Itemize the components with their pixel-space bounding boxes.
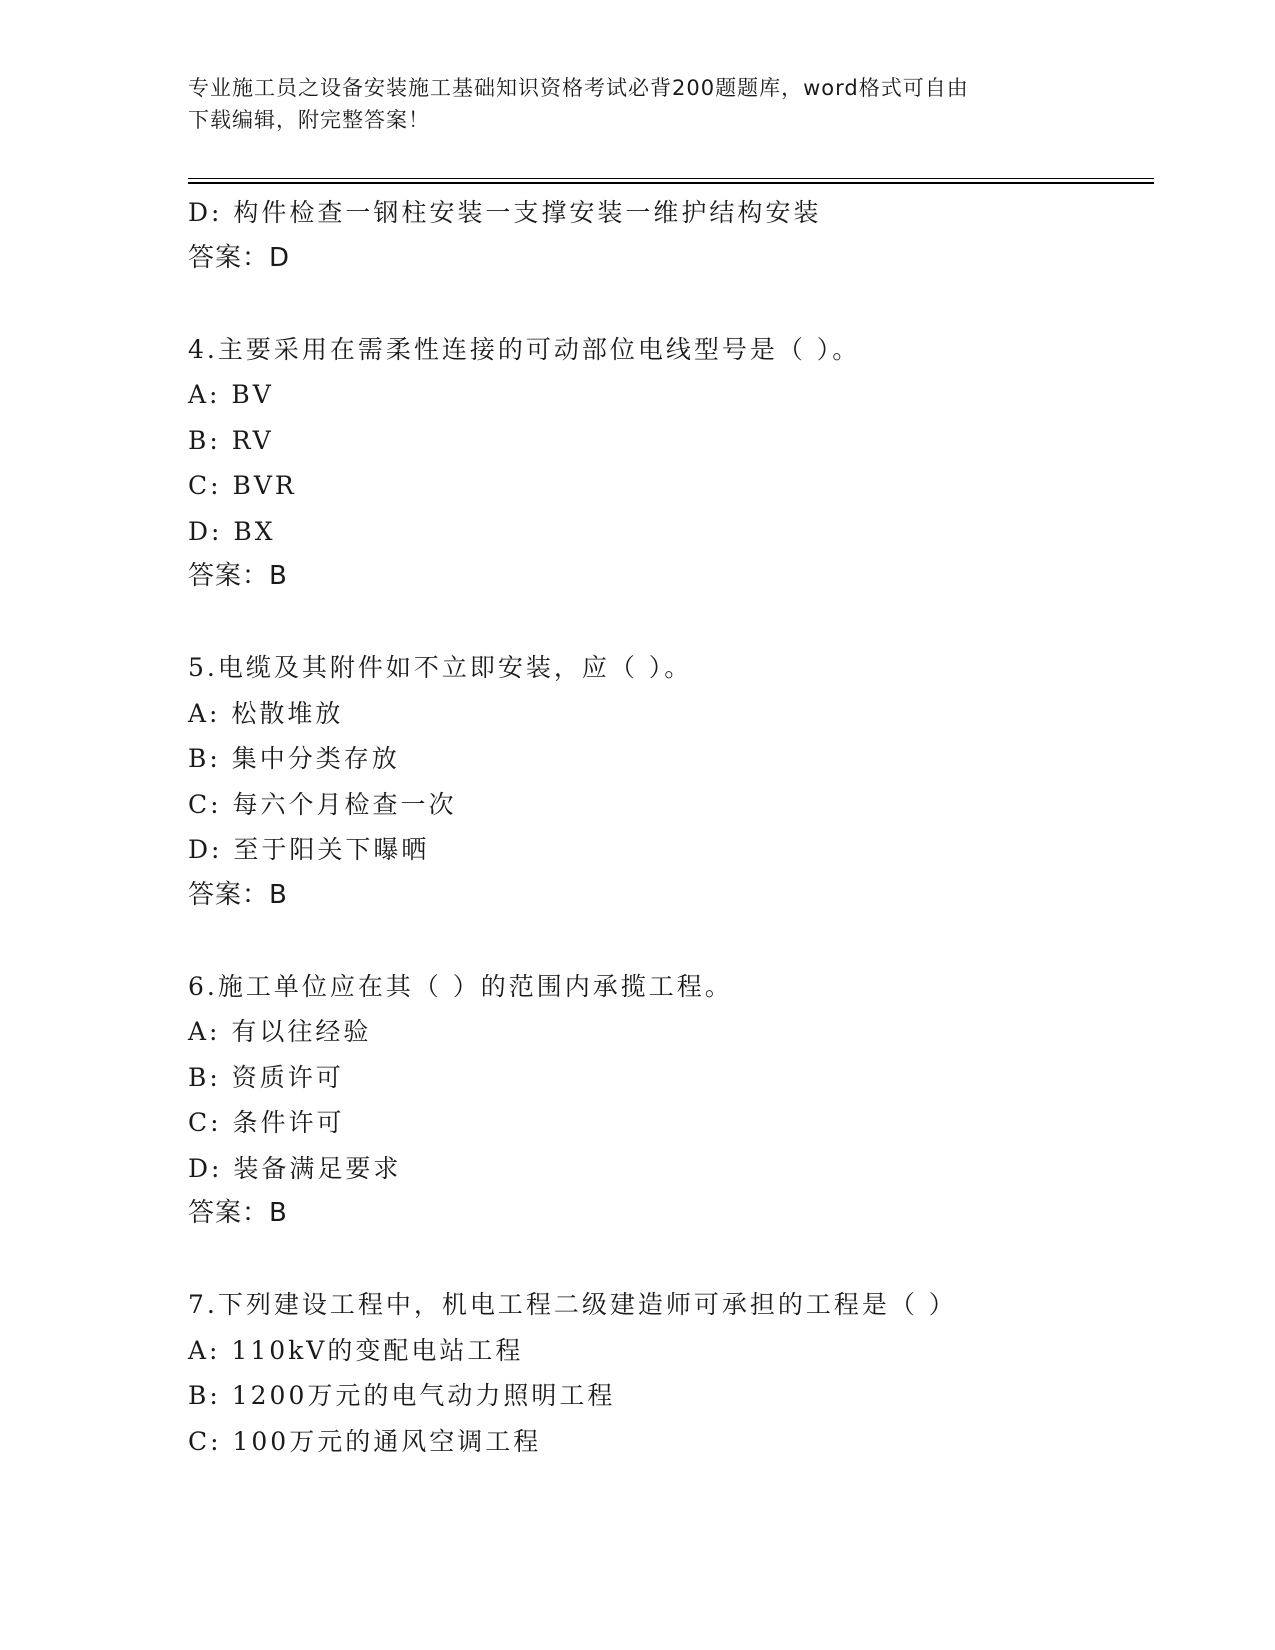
option-c: C: 条件许可: [188, 1108, 345, 1137]
option-c: C: 每六个月检查一次: [188, 789, 457, 819]
header-divider-thick: [188, 182, 1154, 184]
header-line-1: 专业施工员之设备安装施工基础知识资格考试必背200题题库，word格式可自由: [188, 76, 969, 100]
option-d: D: 装备满足要求: [188, 1153, 402, 1183]
option-a: A: BV: [188, 380, 274, 409]
answer: 答案：B: [188, 561, 288, 591]
question-text: 7.下列建设工程中，机电工程二级建造师可承担的工程是（ ）: [188, 1290, 957, 1319]
option-d: D: BX: [188, 516, 276, 546]
question-block-5: [188, 645, 1148, 918]
header-divider-thin: [188, 178, 1154, 179]
question-block-4: [188, 327, 1148, 600]
question-text: 4.主要采用在需柔性连接的可动部位电线型号是（ ）。: [188, 334, 861, 364]
answer: 答案：B: [188, 1198, 288, 1228]
option-b: B: 1200万元的电气动力照明工程: [188, 1381, 616, 1410]
option-a: A: 110kV的变配电站工程: [188, 1335, 524, 1365]
option-d: D: 至于阳关下曝晒: [188, 835, 430, 864]
answer: 答案：B: [188, 879, 288, 910]
option-c: C: BVR: [188, 471, 297, 500]
question-text: 6.施工单位应在其（ ）的范围内承揽工程。: [188, 971, 733, 1001]
option-c: C: 100万元的通风空调工程: [188, 1426, 542, 1456]
header-line-2: 下载编辑，附完整答案！: [188, 108, 430, 132]
document-header: [188, 72, 1088, 136]
answer: 答案：D: [188, 242, 291, 273]
option-a: A: 松散堆放: [188, 698, 344, 728]
option-b: B: RV: [188, 425, 274, 455]
option-b: B: 资质许可: [188, 1062, 344, 1092]
option-b: B: 集中分类存放: [188, 744, 400, 773]
option-d: D: 构件检查一钢柱安装一支撑安装一维护结构安装: [188, 198, 822, 227]
question-block-3: [188, 190, 1148, 281]
question-list: [188, 190, 1148, 1464]
question-text: 5.电缆及其附件如不立即安装，应（ ）。: [188, 653, 693, 682]
question-block-7: [188, 1282, 1148, 1464]
option-a: A: 有以往经验: [188, 1017, 372, 1046]
question-block-6: [188, 964, 1148, 1237]
